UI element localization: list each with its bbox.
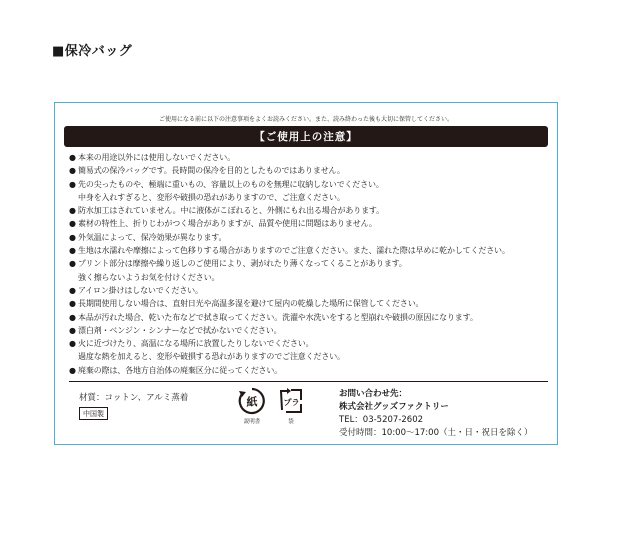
bullet-icon: ●: [69, 232, 76, 242]
paper-recycle-mark: [236, 386, 268, 432]
bullet-icon: ●: [69, 166, 76, 176]
note-item: ● 廃棄の際は、各地方自治体の廃棄区分に従ってください。: [69, 364, 549, 377]
svg-text:紙: 紙: [246, 395, 258, 409]
note-item: ● 本品が汚れた場合、乾いた布などで拭き取ってください。洗濯や水洗いをすると型崩れや破損の原因になります。: [69, 311, 549, 324]
note-item: ● プリント部分は摩擦や繰り返しのご使用により、剥がれたり薄くなってくることがあります。: [69, 257, 549, 270]
note-item: ● 本来の用途以外には使用しないでください。: [69, 151, 549, 164]
contact-block: [339, 388, 533, 440]
caution-heading: 【ご使用上の注意】: [254, 131, 358, 143]
paper-recycle-icon: [237, 386, 267, 416]
bullet-icon: ●: [69, 219, 76, 229]
bullet-icon: ●: [69, 153, 76, 162]
caution-heading-bar: [64, 126, 548, 147]
note-item: ● 外気温によって、保冷効果が異なります。: [69, 231, 549, 244]
contact-phone: TEL：03-5207-2602: [339, 415, 424, 425]
company-name: 株式会社グッズファクトリー: [339, 402, 449, 412]
note-item: ● 素材の特性上、折りじわがつく場合がありますが、品質や使用に問題はありません。: [69, 217, 549, 230]
note-item: ● 火に近づけたり、高温になる場所に放置したりしないでください。: [69, 337, 549, 350]
note-continuation: 過度な熱を加えると、変形や破損する恐れがありますのでご注意ください。: [78, 352, 345, 362]
svg-text:プラ: プラ: [283, 398, 300, 407]
bullet-icon: ●: [69, 179, 76, 189]
bullet-icon: ●: [69, 325, 76, 335]
note-continuation: 中身を入れすぎると、変形や破損の恐れがありますので、ご注意ください。: [78, 192, 345, 202]
bullet-icon: ●: [69, 246, 76, 256]
care-label-panel: [54, 102, 558, 445]
bullet-icon: ●: [69, 339, 76, 349]
note-item: ● 生地は水濡れや摩擦によって色移りする場合がありますのでご注意ください。また、濡れた際は早めに乾かしてください。: [69, 244, 549, 257]
origin-badge: 中国製: [79, 407, 108, 420]
section-divider: [69, 381, 548, 382]
note-item: ● アイロン掛けはしないでください。: [69, 284, 549, 297]
note-item: ● 長期間使用しない場合は、直射日光や高温多湿を避けて屋内の乾燥した場所に保管してください。: [69, 297, 549, 310]
contact-heading: お問い合わせ先：: [339, 389, 408, 399]
plastic-recycle-icon: [276, 386, 306, 416]
note-continuation: 強く擦らないようお気を付けください。: [78, 272, 220, 282]
intro-text: ご使用になる前に以下の注意事項をよくお読みください。また、読み終わった後も大切に保管してください。: [159, 116, 453, 123]
bullet-icon: ●: [69, 312, 76, 322]
page-title: ■保冷バッグ: [52, 44, 133, 59]
note-item: ● 簡易式の保冷バッグです。長時間の保冷を目的としたものではありません。: [69, 164, 549, 177]
plastic-recycle-mark: [275, 386, 307, 432]
bullet-icon: ●: [69, 299, 76, 309]
bullet-icon: ●: [69, 206, 76, 216]
paper-recycle-caption: 説明書: [243, 419, 261, 425]
contact-hours: 受付時間：10:00〜17:00（土・日・祝日を除く）: [339, 428, 533, 438]
plastic-recycle-caption: 袋: [288, 419, 294, 425]
note-item: ● 防水加工はされていません。中に液体がこぼれると、外側にもれ出る場合があります。: [69, 204, 549, 217]
note-item: ● 漂白剤・ベンジン・シンナーなどで拭かないでください。: [69, 324, 549, 337]
caution-notes-list: [69, 151, 549, 377]
material-text: 材質：コットン、アルミ蒸着: [79, 393, 189, 403]
bullet-icon: ●: [69, 259, 76, 269]
note-item: ● 先の尖ったものや、極端に重いもの、容量以上のものを無理に収納しないでください。: [69, 178, 549, 191]
bullet-icon: ●: [69, 365, 76, 375]
bullet-icon: ●: [69, 285, 76, 295]
